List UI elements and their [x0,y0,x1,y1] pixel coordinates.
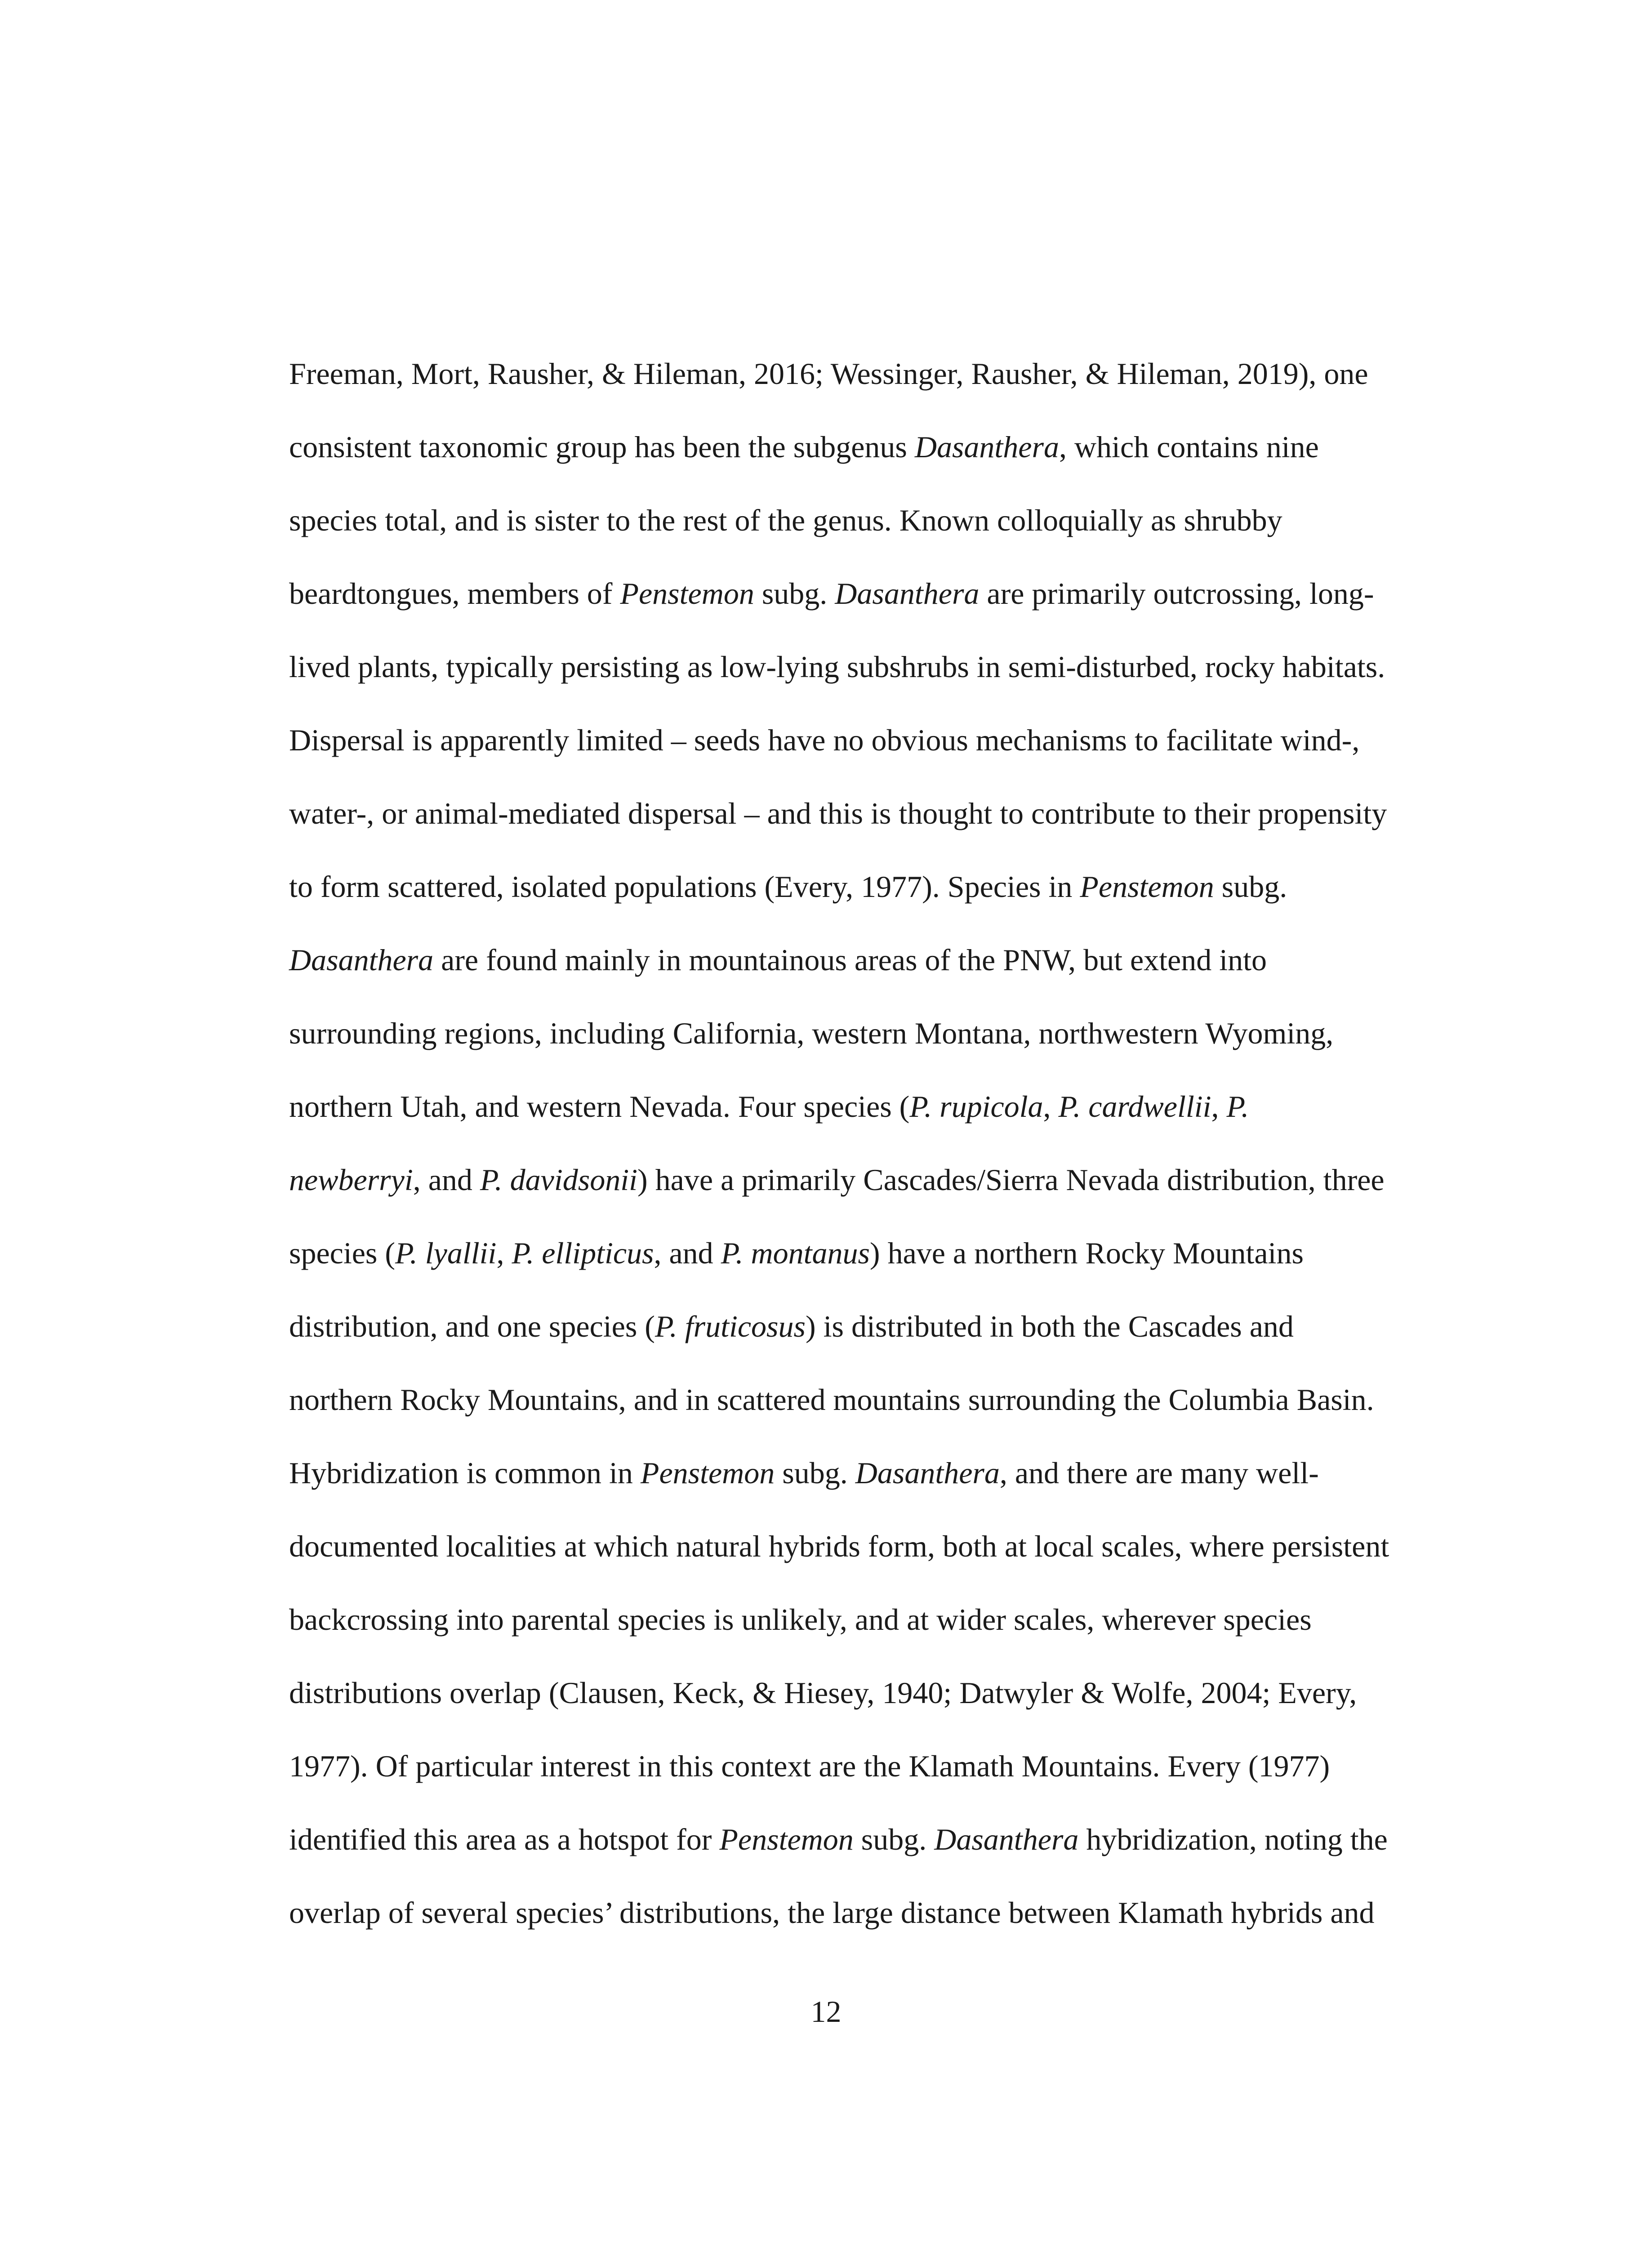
text-line [289,1677,1440,1751]
text-line [289,432,1440,505]
text-line [289,358,1440,432]
text-line [289,1824,1440,1897]
text-run: ) have a primarily Cascades/Sierra Nevada distribution, three [637,1163,1385,1197]
italic-text: Penstemon [719,1822,854,1856]
italic-text: P. montanus [721,1236,870,1270]
italic-text: Penstemon [620,576,754,611]
page-number: 12 [810,1994,842,2029]
text-line [289,1164,1440,1238]
italic-text: P. cardwellii [1058,1089,1211,1124]
text-run: , and there are many well- [999,1456,1319,1490]
text-run: water-, or animal-mediated dispersal – and this is thought to contribute to their propensity [289,796,1387,830]
text-line [289,1751,1440,1824]
text-line [289,1384,1440,1458]
text-line [289,798,1440,871]
italic-text: P. fruticosus [655,1309,806,1343]
text-run: 1977). Of particular interest in this context are the Klamath Mountains. Every (1977) [289,1749,1330,1783]
text-run: Dispersal is apparently limited – seeds have no obvious mechanisms to facilitate wind-, [289,723,1360,757]
text-run: , which contains nine [1059,430,1319,464]
text-run: consistent taxonomic group has been the subgenus [289,430,915,464]
text-run: , [1043,1089,1059,1124]
text-line [289,1897,1440,1971]
italic-text: P. rupicola [909,1089,1043,1124]
text-run: northern Rocky Mountains, and in scattered mountains surrounding the Columbia Basin. [289,1383,1374,1417]
text-run: northern Utah, and western Nevada. Four species ( [289,1089,910,1124]
text-run: subg. [775,1456,855,1490]
italic-text: Dasanthera [914,430,1059,464]
text-run: subg. [1214,870,1287,904]
italic-text: Penstemon [640,1456,775,1490]
text-run: , [1211,1089,1227,1124]
text-run: surrounding regions, including California, western Montana, northwestern Wyoming, [289,1016,1334,1050]
italic-text: P. ellipticus [512,1236,654,1270]
text-run: distribution, and one species ( [289,1309,655,1343]
text-line [289,1458,1440,1531]
text-run: distributions overlap (Clausen, Keck, & Hiesey, 1940; Datwyler & Wolfe, 2004; Every, [289,1676,1357,1710]
text-run: beardtongues, members of [289,576,620,611]
text-line [289,725,1440,798]
text-run: ) have a northern Rocky Mountains [869,1236,1304,1270]
text-run: subg. [853,1822,935,1856]
text-run: , [496,1236,512,1270]
text-run: lived plants, typically persisting as low-lying subshrubs in semi-disturbed, rocky habitats. [289,650,1385,684]
italic-text: P. lyallii [395,1236,497,1270]
text-run: species ( [289,1236,396,1270]
text-run: documented localities at which natural hybrids form, both at local scales, where persistent [289,1529,1389,1563]
text-run: , and [413,1163,480,1197]
text-line [289,1531,1440,1604]
text-line [289,871,1440,945]
italic-text: Penstemon [1080,870,1214,904]
text-line [289,1018,1440,1091]
italic-text: Dasanthera [855,1456,1000,1490]
text-line [289,1091,1440,1164]
body-paragraph [289,358,1440,1971]
text-run: Hybridization is common in [289,1456,641,1490]
text-line [289,1604,1440,1677]
text-line [289,505,1440,578]
text-line [289,578,1440,651]
italic-text: P. [1226,1089,1249,1124]
text-run: backcrossing into parental species is unlikely, and at wider scales, wherever species [289,1602,1312,1637]
text-run: , and [654,1236,721,1270]
text-run: species total, and is sister to the rest of the genus. Known colloquially as shrubby [289,503,1282,537]
text-line [289,945,1440,1018]
text-line [289,651,1440,725]
italic-text: newberryi [289,1163,413,1197]
text-run: to form scattered, isolated populations (Every, 1977). Species in [289,870,1080,904]
text-line [289,1238,1440,1311]
italic-text: Dasanthera [289,943,434,977]
text-run: ) is distributed in both the Cascades and [805,1309,1294,1343]
text-line [289,1311,1440,1384]
italic-text: Dasanthera [835,576,980,611]
text-run: overlap of several species’ distributions, the large distance between Klamath hybrids and [289,1896,1375,1930]
text-run: are found mainly in mountainous areas of the PNW, but extend into [433,943,1267,977]
text-run: Freeman, Mort, Rausher, & Hileman, 2016; Wessinger, Rausher, & Hileman, 2019), one [289,357,1368,391]
text-run: identified this area as a hotspot for [289,1822,720,1856]
text-run: hybridization, noting the [1078,1822,1388,1856]
text-run: subg. [754,576,835,611]
italic-text: P. davidsonii [480,1163,637,1197]
italic-text: Dasanthera [934,1822,1079,1856]
text-run: are primarily outcrossing, long- [979,576,1374,611]
